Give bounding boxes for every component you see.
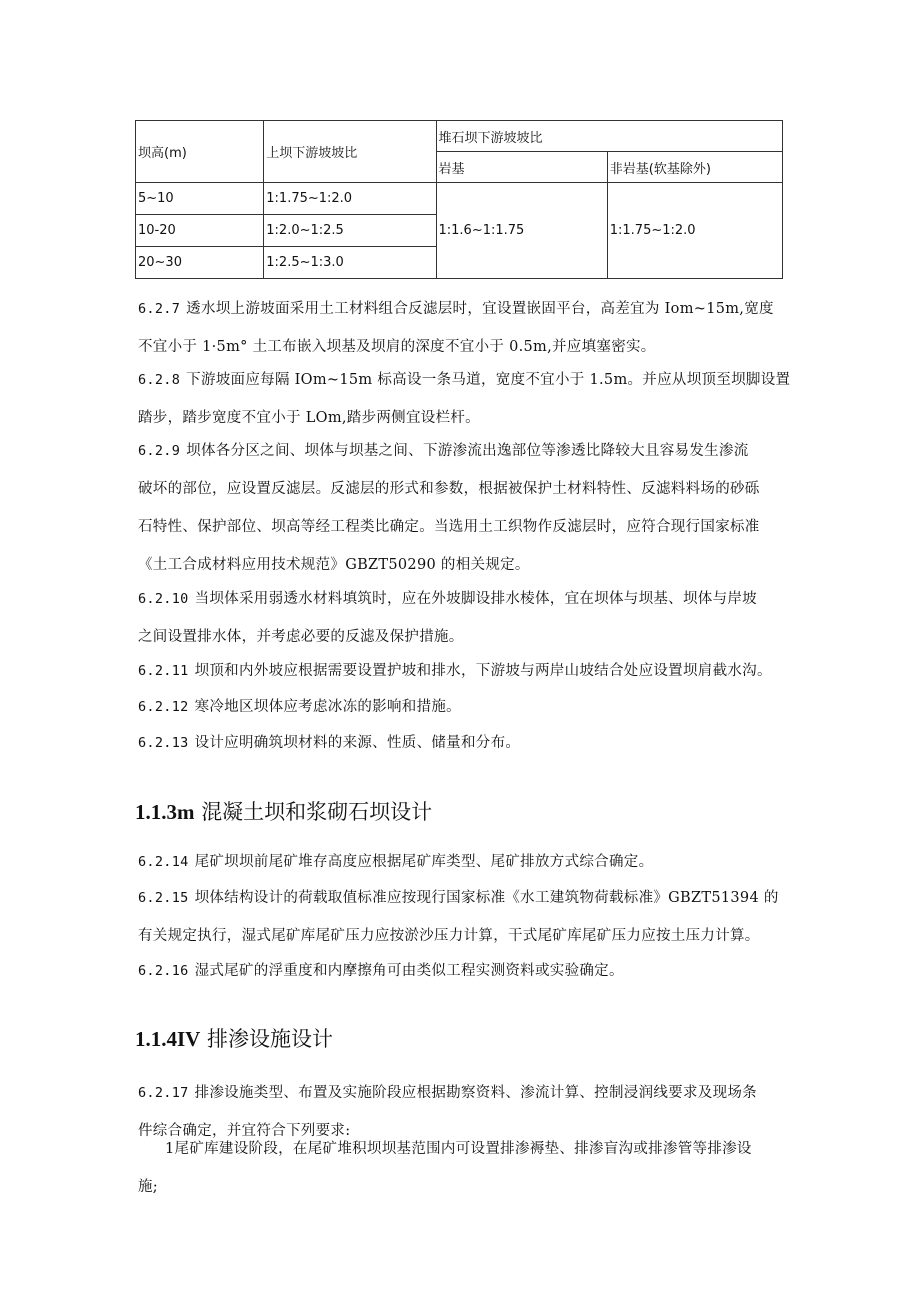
- clause-number: 6.2.13: [138, 735, 189, 751]
- cell-rock-ratio: 1:1.6~1:1.75: [436, 183, 607, 279]
- section-title: 混凝土坝和浆砌石坝设计: [201, 800, 433, 824]
- clause-6-2-12: [138, 688, 798, 726]
- clause-number: 6.2.12: [138, 699, 189, 715]
- clause-number: 6.2.17: [138, 1085, 189, 1101]
- section-heading: [135, 1024, 333, 1054]
- cell-height: 20~30: [136, 247, 264, 279]
- cell-upstream: 1:2.5~1:3.0: [264, 247, 436, 279]
- clause-text: 踏步，踏步宽度不宜小于 LOm,踏步两侧宜设栏杆。: [138, 410, 480, 426]
- cell-upstream: 1:1.75~1:2.0: [264, 183, 436, 215]
- clause-text: 下游坡面应每隔 IOm~15m 标高设一条马道，宽度不宜小于 1.5m。并应从坝顶至坝脚设置: [186, 372, 791, 388]
- clause-6-2-11: [138, 652, 798, 690]
- clause-text: 石特性、保护部位、坝高等经工程类比确定。当选用土工织物作反滤层时，应符合现行国家标准: [138, 519, 760, 535]
- clause-text: 坝体结构设计的荷载取值标准应按现行国家标准《水工建筑物荷载标准》GBZT51394 的: [194, 890, 779, 906]
- section-number: 1.1.4IV: [135, 1027, 201, 1051]
- slope-ratio-table: [135, 120, 783, 279]
- section-number: 1.1.3m: [135, 800, 195, 824]
- clause-6-2-13: [138, 724, 798, 762]
- clause-text: 尾矿坝坝前尾矿堆存高度应根据尾矿库类型、尾矿排放方式综合确定。: [194, 854, 654, 870]
- clause-text: 件综合确定，并宜符合下列要求:: [138, 1123, 351, 1139]
- clause-number: 6.2.15: [138, 890, 189, 906]
- section-title: 排渗设施设计: [207, 1027, 334, 1051]
- clause-text: 坝顶和内外坡应根据需要设置护坡和排水，下游坡与两岸山坡结合处应设置坝肩截水沟。: [194, 663, 772, 679]
- header-rockfill-group: 堆石坝下游坡坡比: [436, 121, 783, 152]
- clause-text: 《土工合成材料应用技术规范》GBZT50290 的相关规定。: [138, 557, 530, 573]
- list-item-text: 施;: [138, 1179, 158, 1195]
- header-upstream-slope: 上坝下游坡坡比: [264, 121, 436, 183]
- clause-number: 6.2.9: [138, 443, 181, 459]
- cell-nonrock-ratio: 1:1.75~1:2.0: [607, 183, 782, 279]
- clause-6-2-8: [138, 361, 798, 437]
- clause-text: 之间设置排水体，并考虑必要的反滤及保护措施。: [138, 629, 464, 645]
- clause-number: 6.2.8: [138, 372, 181, 388]
- header-rock-foundation: 岩基: [436, 152, 607, 183]
- cell-upstream: 1:2.0~1:2.5: [264, 215, 436, 247]
- clause-6-2-14: [138, 843, 798, 881]
- clause-text: 破坏的部位，应设置反滤层。反滤层的形式和参数，根据被保护土材料特性、反滤料料场的砂砾: [138, 481, 760, 497]
- clause-text: 排渗设施类型、布置及实施阶段应根据勘察资料、渗流计算、控制浸润线要求及现场条: [194, 1085, 757, 1101]
- clause-number: 6.2.10: [138, 591, 189, 607]
- header-dam-height: 坝高(m): [136, 121, 264, 183]
- clause-text: 寒冷地区坝体应考虑冰冻的影响和措施。: [194, 699, 461, 715]
- clause-number: 6.2.14: [138, 854, 189, 870]
- clause-6-2-10: [138, 580, 798, 656]
- clause-number: 6.2.16: [138, 963, 189, 979]
- clause-number: 6.2.11: [138, 663, 189, 679]
- section-heading: [135, 797, 432, 827]
- clause-6-2-7: [138, 290, 798, 366]
- header-nonrock-foundation: 非岩基(软基除外): [607, 152, 782, 183]
- list-item-number: 1: [165, 1141, 175, 1157]
- cell-height: 10-20: [136, 215, 264, 247]
- clause-6-2-16: [138, 952, 798, 990]
- clause-text: 透水坝上游坡面采用土工材料组合反滤层时，宜设置嵌固平台，高差宜为 Iom~15m,宽度: [186, 301, 774, 317]
- clause-text: 不宜小于 1·5m° 土工布嵌入坝基及坝肩的深度不宜小于 0.5m,并应填塞密实。: [138, 339, 656, 355]
- clause-text: 当坝体采用弱透水材料填筑时，应在外坡脚设排水棱体，宜在坝体与坝基、坝体与岸坡: [194, 591, 757, 607]
- clause-text: 有关规定执行，湿式尾矿库尾矿压力应按淤沙压力计算，干式尾矿库尾矿压力应按土压力计算。: [138, 928, 760, 944]
- cell-height: 5~10: [136, 183, 264, 215]
- clause-6-2-15: [138, 879, 798, 955]
- clause-6-2-9: [138, 432, 798, 584]
- clause-number: 6.2.7: [138, 301, 181, 317]
- clause-text: 设计应明确筑坝材料的来源、性质、储量和分布。: [194, 735, 521, 751]
- clause-text: 坝体各分区之间、坝体与坝基之间、下游渗流出逸部位等渗透比降较大且容易发生渗流: [186, 443, 749, 459]
- list-item-text: 尾矿库建设阶段，在尾矿堆积坝坝基范围内可设置排渗褥垫、排渗盲沟或排渗管等排渗设: [174, 1141, 752, 1157]
- clause-text: 湿式尾矿的浮重度和内摩擦角可由类似工程实测资料或实验确定。: [194, 963, 624, 979]
